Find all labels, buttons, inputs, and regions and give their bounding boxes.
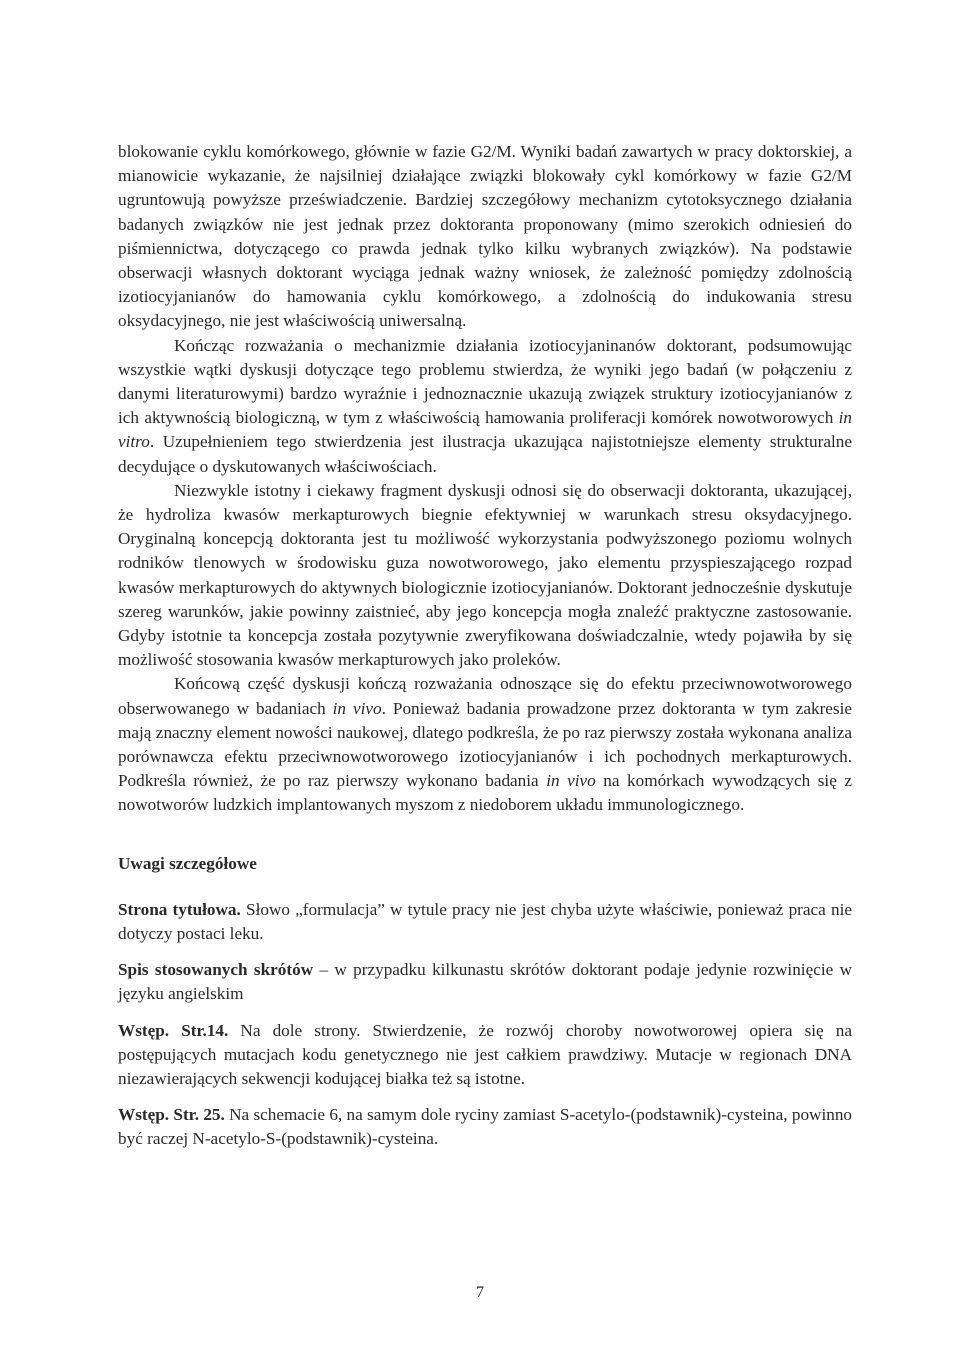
- section-heading: Uwagi szczegółowe: [118, 853, 257, 873]
- paragraph-4-text-b: . Ponieważ badania prowadzone przez doktoranta w tym zakresie mają znaczny element nowości naukowej, dlatego podkreśla, że po raz pierwszy została wykonana analiza porównawcza efektu przeciwnowotworowego izotiocyjanianów i ich pochodnych merkapturowych. Podkreśla również, że po raz pierwszy wykonano badania: [118, 698, 853, 791]
- detail-abbreviations: [118, 958, 852, 1006]
- paragraph-2-italic: in vitro: [118, 408, 852, 452]
- detail-text: Słowo „formulacja” w tytule pracy nie jest chyba użyte właściwie, ponieważ praca nie dotyczy postaci leku.: [118, 899, 852, 943]
- paragraph-4-text-a: Końcową część dyskusji kończą rozważania odnoszące się do efektu przeciwnowotworowego obserwowanego w badaniach: [118, 674, 852, 718]
- detail-text: Na schemacie 6, na samym dole ryciny zamiast S-acetylo-(podstawnik)-cysteina, powinno być raczej N-acetylo-S-(podstawnik)-cysteina.: [118, 1105, 853, 1149]
- detail-label: Wstęp. Str. 25.: [118, 1105, 225, 1125]
- paragraph-2: [118, 334, 852, 479]
- page-number: 7: [476, 1284, 484, 1301]
- paragraph-3: Niezwykle istotny i ciekawy fragment dyskusji odnosi się do obserwacji doktoranta, ukazującej, że hydroliza kwasów merkapturowych biegnie efektywniej w warunkach stresu oksydacyjnego. Oryginalną koncepcją doktoranta jest tu możliwość wykorzystania podwyższonego poziomu wolnych rodników tlenowych w środowisku guza nowotworowego, jako elementu przyspieszającego rozpad kwasów merkapturowych do aktywnych biologicznie izotiocyjanianów. Doktorant jednocześnie dyskutuje szereg warunków, jakie powinny zaistnieć, aby jego koncepcja mogła znaleźć praktyczne zastosowanie. Gdyby istotnie ta koncepcja została pozytywnie zweryfikowana doświadczalnie, wtedy pojawiła by się możliwość stosowania kwasów merkapturowych jako proleków.: [118, 480, 852, 670]
- paragraph-2-text-a: Kończąc rozważania o mechanizmie działania izotiocyjaninanów doktorant, podsumowując wszystkie wątki dyskusji dotyczące tego problemu stwierdza, że wyniki jego badań (w połączeniu z danymi literaturowymi) bardzo wyraźnie i jednoznacznie ukazują związek struktury izotiocyjanianów z ich aktywnością biologiczną, w tym z właściwością hamowania proliferacji komórek nowotworowych: [118, 335, 852, 428]
- paragraph-1: blokowanie cyklu komórkowego, głównie w fazie G2/M. Wyniki badań zawartych w pracy doktorskiej, a mianowicie wykazanie, że najsilniej działające związki blokowały cykl komórkowy w fazie G2/M ugruntowują powyższe przeświadczenie. Bardziej szczegółowy mechanizm cytotoksycznego działania badanych związków nie jest jednak przez doktoranta proponowany (mimo szerokich odniesień do piśmiennictwa, dotyczącego co prawda jednak tylko kilku wybranych związków). Na podstawie obserwacji własnych doktorant wyciąga jednak ważny wniosek, że zależność pomiędzy zdolnością izotiocyjanianów do hamowania cyklu komórkowego, a zdolnością do indukowania stresu oksydacyjnego, nie jest właściwością uniwersalną.: [118, 142, 852, 331]
- detail-label: Wstęp. Str.14.: [118, 1020, 229, 1040]
- paragraph-4-italic-1: in vivo: [332, 698, 382, 718]
- detail-text: – w przypadku kilkunastu skrótów doktorant podaje jedynie rozwinięcie w języku angielskim: [118, 960, 852, 1004]
- document-page: [118, 140, 852, 1164]
- detail-text: Na dole strony. Stwierdzenie, że rozwój choroby nowotworowej opiera się na postępujących mutacjach kodu genetycznego nie jest całkiem prawdziwy. Mutacje w regionach DNA niezawierających sekwencji kodującej białka też są istotne.: [118, 1020, 852, 1088]
- detail-intro-page-25: [118, 1103, 852, 1151]
- paragraph-4-text-c: na komórkach wywodzących się z nowotworów ludzkich implantowanych myszom z niedoborem układu immunologicznego.: [118, 771, 852, 815]
- detail-intro-page-14: [118, 1019, 852, 1092]
- paragraph-2-text-b: . Uzupełnieniem tego stwierdzenia jest ilustracja ukazująca najistotniejsze elementy strukturalne decydujące o dyskutowanych właściwościach.: [118, 432, 852, 476]
- detail-title-page: [118, 898, 852, 946]
- detail-label: Strona tytułowa.: [118, 899, 241, 919]
- paragraph-4: [118, 672, 852, 817]
- paragraph-4-italic-2: in vivo: [546, 771, 596, 791]
- detail-label: Spis stosowanych skrótów: [118, 960, 314, 980]
